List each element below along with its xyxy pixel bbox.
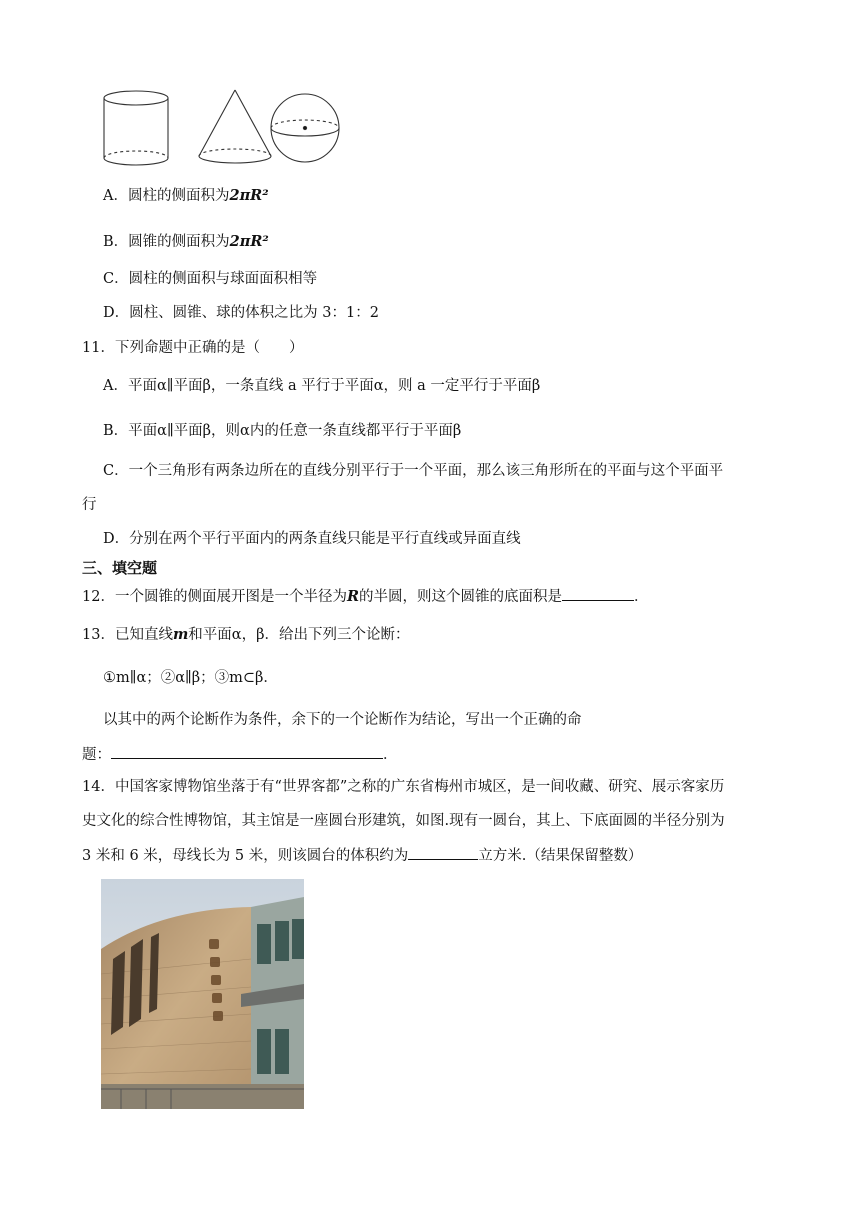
q14-line-3 <box>82 845 642 866</box>
option-text: 圆锥的侧面积为 <box>128 234 230 250</box>
q11-option-c-continued: 行 <box>82 497 97 513</box>
variable-r: R <box>346 588 360 605</box>
q13-claims: ①m∥α；②α∥β；③m⊂β． <box>103 670 278 686</box>
option-letter: D． <box>103 305 130 321</box>
question-text: 和平面α，β．给出下列三个论断： <box>188 627 410 643</box>
q11-option-d: D．分别在两个平行平面内的两条直线只能是平行直线或异面直线 <box>103 531 521 547</box>
q11-option-a: A．平面α∥平面β，一条直线 a 平行于平面α，则 a 一定平行于平面β <box>103 378 541 394</box>
q14-line-1 <box>82 777 724 797</box>
question-text: 题： <box>82 747 111 763</box>
q10-option-d <box>103 303 379 323</box>
q12 <box>82 586 649 607</box>
sphere-icon <box>271 94 339 162</box>
q10-option-c <box>103 269 317 289</box>
period: ． <box>383 747 398 763</box>
question-text: 下列命题中正确的是（ ） <box>114 340 304 356</box>
q11-option-c: C．一个三角形有两条边所在的直线分别平行于一个平面，那么该三角形所在的平面与这个平面平 <box>103 463 724 479</box>
option-text: 圆柱的侧面积与球面面积相等 <box>128 271 318 287</box>
option-letter: C． <box>103 271 129 287</box>
question-text: 3 米和 6 米，母线长为 5 米，则该圆台的体积约为 <box>82 848 409 864</box>
q10-option-b <box>103 232 269 252</box>
solids-figure <box>98 86 348 172</box>
cone-icon <box>199 90 271 163</box>
question-text: 立方米.（结果保留整数） <box>478 848 643 864</box>
question-text: 一个圆锥的侧面展开图是一个半径为 <box>114 589 347 605</box>
q11-stem <box>82 338 303 358</box>
section-heading: 三、填空题 <box>82 559 158 577</box>
option-text: 圆柱、圆锥、球的体积之比为 3：1：2 <box>129 305 379 321</box>
q14-line-2: 史文化的综合性博物馆，其主馆是一座圆台形建筑，如图.现有一圆台，其上、下底面圆的半径分别为 <box>82 813 725 829</box>
question-text: 中国客家博物馆坐落于有“世界客都”之称的广东省梅州市城区，是一间收藏、研究、展示客家历 <box>114 779 725 795</box>
q10-option-a <box>103 186 269 206</box>
question-text: 的半圆，则这个圆锥的底面积是 <box>359 589 563 605</box>
option-math: 2πR² <box>229 233 269 250</box>
answer-blank[interactable] <box>408 845 478 860</box>
question-number: 11． <box>82 340 115 356</box>
option-text: 圆柱的侧面积为 <box>127 188 230 204</box>
question-number: 14． <box>82 779 115 795</box>
q13-instruction: 以其中的两个论断作为条件，余下的一个论断作为结论，写出一个正确的命 <box>103 712 582 728</box>
answer-blank[interactable] <box>111 744 383 759</box>
q13-stem <box>82 625 409 645</box>
answer-blank[interactable] <box>562 586 634 601</box>
option-letter: B． <box>103 234 129 250</box>
question-number: 13． <box>82 627 115 643</box>
q13-answer-line <box>82 744 398 765</box>
question-text: 已知直线 <box>114 627 173 643</box>
question-number: 12． <box>82 589 115 605</box>
option-math: 2πR² <box>229 187 269 204</box>
variable-m: m <box>172 626 189 643</box>
option-letter: A． <box>103 188 128 204</box>
cylinder-icon <box>104 91 168 165</box>
period: ． <box>634 589 649 605</box>
q11-option-b: B．平面α∥平面β，则α内的任意一条直线都平行于平面β <box>103 423 462 439</box>
museum-photo <box>101 879 304 1109</box>
